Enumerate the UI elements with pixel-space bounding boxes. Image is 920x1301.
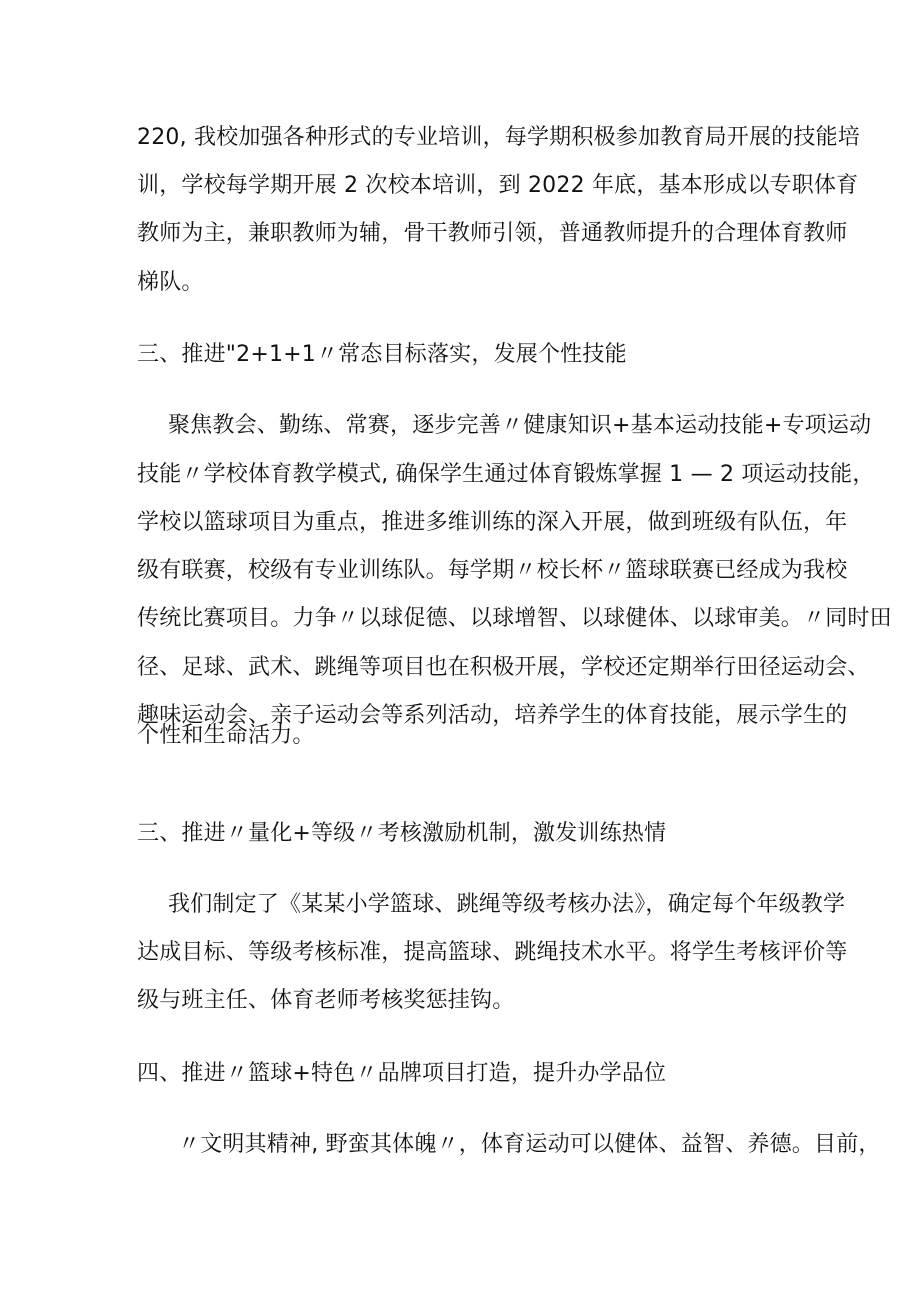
section-heading: 三、推进〃量化+等级〃考核激励机制，激发训练热情 [137, 821, 667, 846]
paragraph-line: 级与班主任、体育老师考核奖惩挂钩。 [137, 988, 515, 1013]
section-heading: 四、推进〃篮球+特色〃品牌项目打造，提升办学品位 [137, 1061, 667, 1086]
paragraph-line: 训，学校每学期开展 2 次校本培训，到 2022 年底，基本形成以专职体育 [137, 173, 859, 198]
paragraph-line: 个性和生命活力。 [137, 723, 315, 748]
paragraph-line: 教师为主，兼职教师为辅，骨干教师引领，普通教师提升的合理体育教师 [137, 221, 848, 246]
paragraph-line: 达成目标、等级考核标准，提高篮球、跳绳技术水平。将学生考核评价等 [137, 940, 848, 965]
paragraph-line: 技能〃学校体育教学模式, 确保学生通过体育锻炼掌握 1 — 2 项运动技能， [137, 462, 875, 487]
paragraph-line: 梯队。 [137, 270, 204, 295]
section-heading: 三、推进"2+1+1〃常态目标落实，发展个性技能 [137, 342, 627, 367]
paragraph-line: 级有联赛，校级有专业训练队。每学期〃校长杯〃篮球联赛已经成为我校 [137, 558, 848, 583]
paragraph-line: 趣味运动会、亲子运动会等系列活动，培养学生的体育技能，展示学生的 [137, 703, 848, 728]
paragraph-line: 学校以篮球项目为重点，推进多维训练的深入开展，做到班级有队伍，年 [137, 510, 848, 535]
paragraph-line: 〃文明其精神, 野蛮其体魄〃，体育运动可以健体、益智、养德。目前， [178, 1132, 881, 1157]
paragraph-line: 220, 我校加强各种形式的专业培训，每学期积极参加教育局开展的技能培 [137, 125, 860, 150]
paragraph-line: 传统比赛项目。力争〃以球促德、以球增智、以球健体、以球审美。〃同时田 [137, 606, 892, 631]
paragraph-line: 径、足球、武术、跳绳等项目也在积极开展，学校还定期举行田径运动会、 [137, 655, 870, 680]
paragraph-line: 我们制定了《某某小学篮球、跳绳等级考核办法》，确定每个年级教学 [168, 892, 846, 917]
paragraph-line: 聚焦教会、勤练、常赛，逐步完善〃健康知识+基本运动技能+专项运动 [168, 413, 872, 438]
